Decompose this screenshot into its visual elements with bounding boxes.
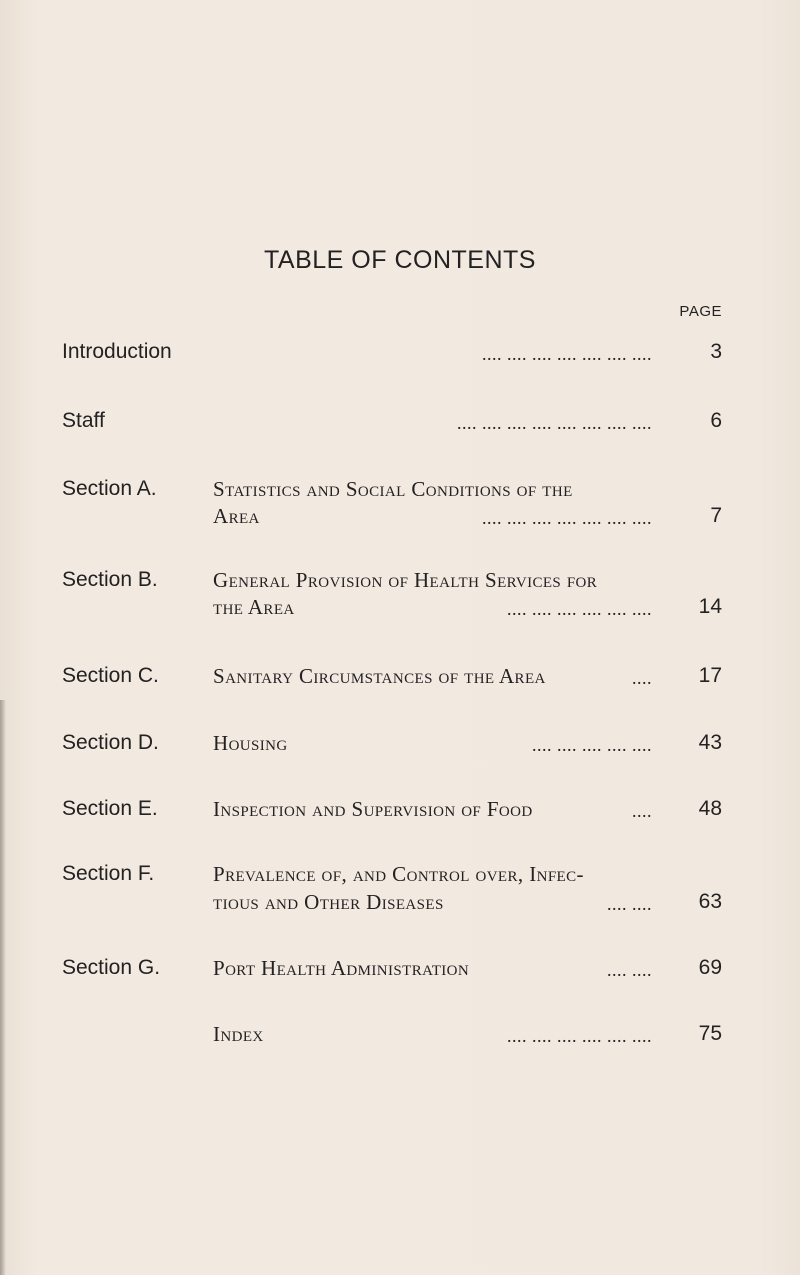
toc-leader-dots: .... .... .... .... .... .... [507,599,652,619]
toc-page-number: 3 [710,340,722,363]
toc-entry-title: Port Health Administration [213,956,470,980]
page-edge-shadow [0,700,6,1275]
toc-leader-dots: .... .... .... .... .... .... .... [482,508,652,528]
toc-entry-title: Prevalence of, and Control over, Infec- [213,862,584,886]
toc-entry-title: Sanitary Circumstances of the Area [213,664,546,688]
toc-leader-dots: .... [632,801,652,821]
toc-leader-dots: .... .... .... .... .... .... [507,1026,652,1046]
toc-leader-dots: .... .... .... .... .... .... .... .... [457,413,652,433]
page-column-heading: PAGE [679,303,722,320]
toc-entry-label: Section C. [62,664,159,687]
toc-entry-label: Section B. [62,568,158,591]
toc-leader-dots: .... .... .... .... .... .... .... [482,344,652,364]
toc-entry-label: Section D. [62,731,159,754]
toc-entry-label: Section A. [62,477,157,500]
toc-page-number: 69 [698,956,722,979]
toc-entry-title: General Provision of Health Services for [213,568,598,592]
toc-page-number: 75 [698,1022,722,1045]
toc-entry-title: Index [213,1022,264,1046]
toc-page-number: 43 [698,731,722,754]
toc-leader-dots: .... .... .... .... .... [532,735,652,755]
page-title: TABLE OF CONTENTS [264,246,536,274]
toc-leader-dots: .... [632,668,652,688]
toc-page-number: 7 [710,504,722,527]
toc-entry-title: Inspection and Supervision of Food [213,797,533,821]
toc-leader-dots: .... .... [607,960,652,980]
toc-entry-label: Section F. [62,862,155,885]
toc-entry-label: Section G. [62,956,161,979]
toc-entry-label: Staff [62,409,105,432]
toc-entry-title-cont: Area [213,504,260,528]
toc-entry-title-cont: the Area [213,595,295,619]
toc-entry-title-cont: tious and Other Diseases [213,890,444,914]
toc-page-number: 14 [698,595,722,618]
toc-page-number: 63 [698,890,722,913]
toc-entry-label: Introduction [62,340,172,363]
toc-entry-title: Statistics and Social Conditions of the [213,477,573,501]
toc-entry-label: Section E. [62,797,158,820]
toc-page-number: 17 [698,664,722,687]
toc-page-number: 48 [698,797,722,820]
toc-page-number: 6 [710,409,722,432]
toc-leader-dots: .... .... [607,894,652,914]
toc-entry-title: Housing [213,731,288,755]
